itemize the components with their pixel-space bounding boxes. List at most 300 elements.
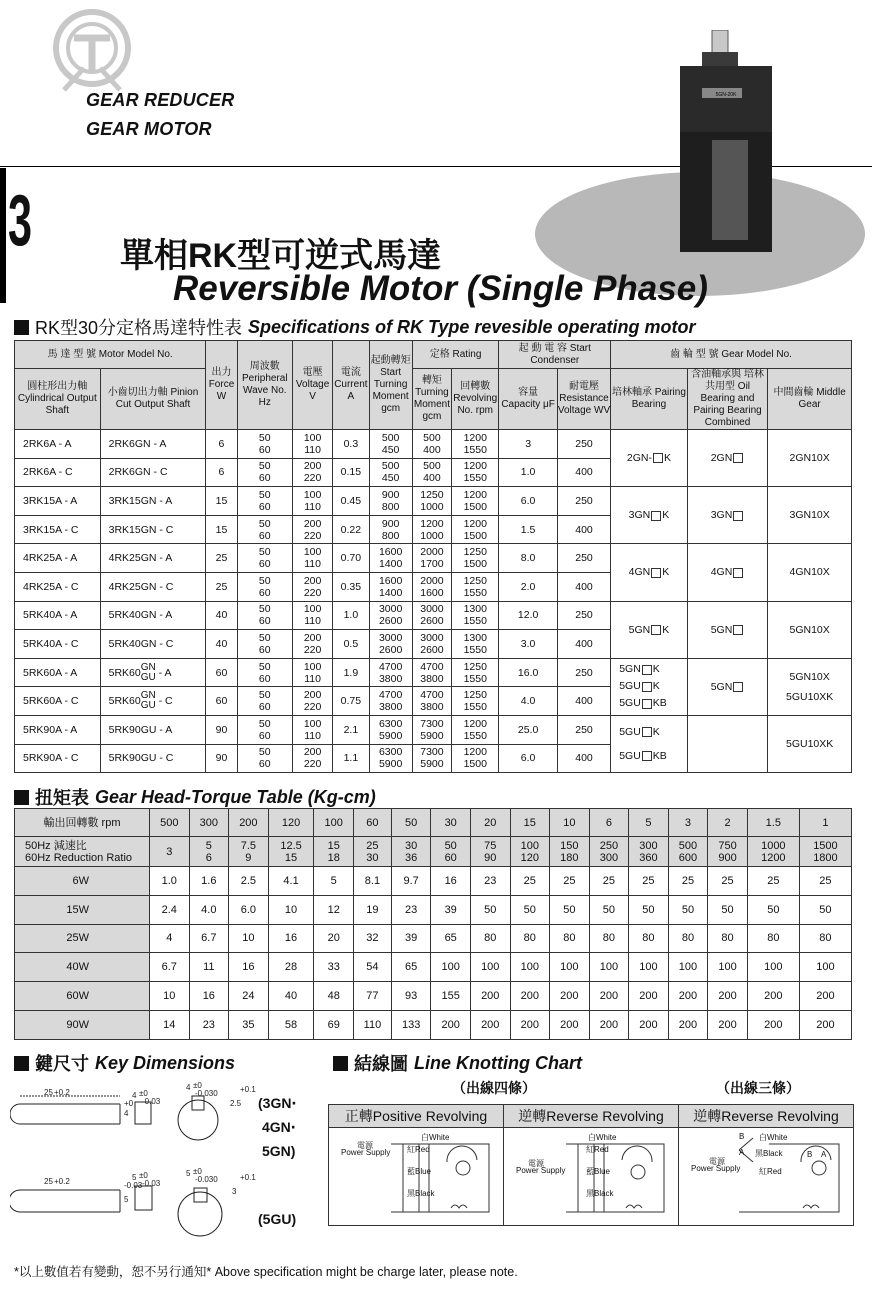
torque-value: 25	[799, 867, 851, 896]
rpm-value: 200	[229, 809, 269, 837]
torque-value: 25	[708, 867, 748, 896]
torque-value: 133	[391, 1010, 431, 1039]
torque-value: 80	[510, 924, 550, 953]
svg-text:4: 4	[132, 1091, 137, 1100]
resistance-voltage: 400	[557, 630, 610, 659]
frequency: 50 60	[237, 458, 292, 487]
oil-bearing-gear: 5GN	[687, 601, 768, 658]
rpm-value: 60	[353, 809, 391, 837]
rpm-value: 1.5	[747, 809, 799, 837]
current: 0.75	[333, 687, 369, 716]
cylindrical-model: 3RK15A - C	[15, 515, 101, 544]
voltage: 200 220	[292, 630, 332, 659]
torque-value: 100	[589, 953, 629, 982]
torque-value: 200	[510, 982, 550, 1011]
ratio-value: 300 360	[629, 837, 669, 867]
torque-row	[15, 953, 852, 982]
resistance-voltage: 400	[557, 515, 610, 544]
torque-value: 77	[353, 982, 391, 1011]
torque-value: 2.4	[150, 895, 190, 924]
footer-note: *以上數值若有變動，恕不另行通知* Above specification might be charge later, please note.	[14, 1265, 518, 1279]
start-moment: 500 450	[369, 430, 412, 459]
torque-value: 100	[747, 953, 799, 982]
torque-value: 10	[268, 895, 314, 924]
torque-value: 100	[799, 953, 851, 982]
turning-moment: 500 400	[412, 430, 451, 459]
torque-value: 25	[747, 867, 799, 896]
force: 6	[206, 430, 237, 459]
svg-text:+0.1: +0.1	[240, 1085, 256, 1094]
torque-value: 50	[708, 895, 748, 924]
torque-value: 48	[314, 982, 354, 1011]
force: 40	[206, 601, 237, 630]
voltage: 200 220	[292, 744, 332, 773]
torque-value: 200	[589, 982, 629, 1011]
middle-gear: 2GN10X	[768, 430, 852, 487]
pairing-bearing-gear: 5GN K 5GU K 5GU KB	[611, 658, 688, 715]
torque-value: 16	[268, 924, 314, 953]
capacity: 8.0	[499, 544, 557, 573]
turning-moment: 7300 5900	[412, 744, 451, 773]
rpm-value: 2	[708, 809, 748, 837]
torque-value: 80	[668, 924, 708, 953]
wiring-diagram-reverse: 電源 Power Supply 白White 紅Red 藍Blue 黑Black	[504, 1128, 679, 1225]
blank-box-icon	[651, 625, 661, 635]
rpm-value: 5	[629, 809, 669, 837]
frequency: 50 60	[237, 544, 292, 573]
pinion-model: 3RK15GN - A	[100, 487, 206, 516]
power-label: 40W	[15, 953, 150, 982]
rpm-value: 1	[799, 809, 851, 837]
oil-bearing-gear: 3GN	[687, 487, 768, 544]
torque-value: 200	[747, 982, 799, 1011]
bullet-square-icon	[14, 790, 29, 805]
torque-value: 20	[314, 924, 354, 953]
revolving-no: 1200 1550	[452, 430, 499, 459]
torque-value: 25	[629, 867, 669, 896]
gear-motor-image	[662, 30, 792, 255]
torque-value: 54	[353, 953, 391, 982]
blank-box-icon	[651, 511, 661, 521]
frequency: 50 60	[237, 658, 292, 687]
spec-row	[15, 544, 852, 573]
torque-value: 39	[391, 924, 431, 953]
turning-moment: 4700 3800	[412, 687, 451, 716]
voltage: 100 110	[292, 715, 332, 744]
svg-text:+0.1: +0.1	[240, 1173, 256, 1182]
cylindrical-model: 5RK40A - C	[15, 630, 101, 659]
revolving-no: 1200 1550	[452, 458, 499, 487]
ratio-value: 750 900	[708, 837, 748, 867]
brand-line-2: GEAR MOTOR	[86, 119, 212, 139]
force: 25	[206, 544, 237, 573]
resistance-voltage: 250	[557, 544, 610, 573]
pinion-model: 5RK60 GN GU - C	[100, 687, 206, 716]
start-moment: 500 450	[369, 458, 412, 487]
blank-box-icon	[733, 568, 743, 578]
three-wire-label: （出線三條）	[716, 1080, 800, 1096]
current: 2.1	[333, 715, 369, 744]
torque-value: 65	[431, 924, 471, 953]
torque-rpm-row	[15, 809, 852, 837]
wiring-diagram-positive: 電源 Power Supply 白White 紅Red 藍Blue 黑Black	[329, 1128, 504, 1225]
torque-value: 80	[747, 924, 799, 953]
key-section-title: 鍵尺寸 Key Dimensions	[14, 1050, 235, 1076]
positive-revolving-header: 正轉Positive Revolving	[329, 1105, 504, 1127]
blank-box-icon	[733, 625, 743, 635]
start-moment: 6300 5900	[369, 715, 412, 744]
blank-box-icon	[642, 682, 652, 692]
turning-moment: 4700 3800	[412, 658, 451, 687]
blank-box-icon	[642, 751, 652, 761]
revolving-no: 1200 1550	[452, 715, 499, 744]
torque-value: 50	[589, 895, 629, 924]
cylindrical-model: 4RK25A - A	[15, 544, 101, 573]
frequency: 50 60	[237, 430, 292, 459]
pinion-model: 5RK90GU - A	[100, 715, 206, 744]
svg-text:-0.03: -0.03	[142, 1179, 161, 1188]
cylindrical-model: 5RK40A - A	[15, 601, 101, 630]
torque-value: 12	[314, 895, 354, 924]
resistance-voltage: 250	[557, 715, 610, 744]
revolving-no: 1300 1550	[452, 630, 499, 659]
voltage: 100 110	[292, 430, 332, 459]
torque-value: 50	[470, 895, 510, 924]
torque-value: 6.7	[150, 953, 190, 982]
torque-row	[15, 982, 852, 1011]
torque-value: 9.7	[391, 867, 431, 896]
torque-value: 200	[708, 982, 748, 1011]
blank-box-icon	[642, 665, 652, 675]
torque-value: 80	[550, 924, 590, 953]
turning-moment: 2000 1600	[412, 572, 451, 601]
rpm-value: 100	[314, 809, 354, 837]
force: 60	[206, 687, 237, 716]
torque-value: 5	[314, 867, 354, 896]
torque-value: 4.0	[189, 895, 229, 924]
torque-ratio-row	[15, 837, 852, 867]
svg-text:25: 25	[44, 1177, 53, 1186]
torque-value: 6.0	[229, 895, 269, 924]
blank-box-icon	[651, 568, 661, 578]
resistance-voltage: 250	[557, 658, 610, 687]
torque-value: 100	[550, 953, 590, 982]
capacity: 3.0	[499, 630, 557, 659]
capacity: 6.0	[499, 744, 557, 773]
revolving-no: 1200 1500	[452, 487, 499, 516]
capacity: 1.5	[499, 515, 557, 544]
torque-value: 100	[431, 953, 471, 982]
torque-row	[15, 895, 852, 924]
torque-value: 65	[391, 953, 431, 982]
torque-value: 50	[510, 895, 550, 924]
pairing-bearing-gear: 3GN K	[611, 487, 688, 544]
revolving-no: 1200 1500	[452, 744, 499, 773]
torque-value: 40	[268, 982, 314, 1011]
pinion-model: 2RK6GN - A	[100, 430, 206, 459]
reverse-revolving-3wire-header: 逆轉Reverse Revolving	[693, 1108, 839, 1124]
torque-value: 16	[189, 982, 229, 1011]
torque-value: 100	[510, 953, 550, 982]
pairing-bearing-gear: 4GN K	[611, 544, 688, 601]
bullet-square-icon	[333, 1056, 348, 1071]
force: 40	[206, 630, 237, 659]
torque-value: 11	[189, 953, 229, 982]
torque-value: 25	[510, 867, 550, 896]
current: 0.45	[333, 487, 369, 516]
torque-value: 200	[550, 982, 590, 1011]
brand-line-1: GEAR REDUCER	[86, 90, 235, 110]
force: 90	[206, 715, 237, 744]
resistance-voltage: 250	[557, 487, 610, 516]
bullet-square-icon	[14, 1056, 29, 1071]
torque-value: 50	[799, 895, 851, 924]
section-number: 3	[8, 181, 33, 261]
reverse-revolving-header: 逆轉Reverse Revolving	[504, 1105, 679, 1127]
torque-value: 25	[668, 867, 708, 896]
torque-value: 1.0	[150, 867, 190, 896]
turning-moment: 3000 2600	[412, 630, 451, 659]
spec-row	[15, 601, 852, 630]
current: 1.9	[333, 658, 369, 687]
torque-value: 24	[229, 982, 269, 1011]
force: 15	[206, 515, 237, 544]
torque-value: 155	[431, 982, 471, 1011]
middle-gear: 5GU10XK	[768, 715, 852, 772]
voltage: 200 220	[292, 572, 332, 601]
power-label: 6W	[15, 867, 150, 896]
torque-value: 14	[150, 1010, 190, 1039]
torque-value: 50	[668, 895, 708, 924]
voltage: 100 110	[292, 658, 332, 687]
svg-text:+0.2: +0.2	[54, 1088, 70, 1097]
voltage: 200 220	[292, 687, 332, 716]
blank-box-icon	[733, 511, 743, 521]
torque-value: 200	[668, 1010, 708, 1039]
oil-bearing-gear: 5GN	[687, 658, 768, 715]
torque-value: 28	[268, 953, 314, 982]
svg-text:4: 4	[186, 1083, 191, 1092]
torque-value: 39	[431, 895, 471, 924]
svg-text:±0: ±0	[193, 1081, 202, 1090]
ratio-value: 3	[150, 837, 190, 867]
svg-text:-0.030: -0.030	[195, 1089, 218, 1098]
pinion-model: 4RK25GN - C	[100, 572, 206, 601]
svg-text:-0.03: -0.03	[124, 1181, 143, 1190]
capacity: 25.0	[499, 715, 557, 744]
resistance-voltage: 400	[557, 572, 610, 601]
torque-value: 110	[353, 1010, 391, 1039]
svg-text:±0: ±0	[139, 1089, 148, 1098]
voltage: 100 110	[292, 487, 332, 516]
torque-value: 16	[229, 953, 269, 982]
pinion-model: 5RK60 GN GU - A	[100, 658, 206, 687]
start-moment: 1600 1400	[369, 572, 412, 601]
torque-value: 8.1	[353, 867, 391, 896]
resistance-voltage: 400	[557, 687, 610, 716]
pairing-bearing-gear: 5GU K 5GU KB	[611, 715, 688, 772]
current: 0.70	[333, 544, 369, 573]
pinion-model: 5RK40GN - A	[100, 601, 206, 630]
rpm-value: 50	[391, 809, 431, 837]
turning-moment: 2000 1700	[412, 544, 451, 573]
rpm-value: 120	[268, 809, 314, 837]
middle-gear: 5GN10X	[768, 601, 852, 658]
frequency: 50 60	[237, 572, 292, 601]
frequency: 50 60	[237, 715, 292, 744]
torque-value: 200	[668, 982, 708, 1011]
pinion-model: 3RK15GN - C	[100, 515, 206, 544]
page-title-cn: 單相RK型可逆式馬達	[120, 237, 442, 275]
torque-value: 200	[799, 982, 851, 1011]
rpm-value: 3	[668, 809, 708, 837]
oil-bearing-gear: 2GN	[687, 430, 768, 487]
pairing-bearing-gear: 5GN K	[611, 601, 688, 658]
revolving-no: 1250 1500	[452, 544, 499, 573]
company-logo	[44, 8, 140, 98]
force: 25	[206, 572, 237, 601]
current: 0.35	[333, 572, 369, 601]
torque-value: 200	[510, 1010, 550, 1039]
torque-value: 200	[589, 1010, 629, 1039]
torque-value: 80	[589, 924, 629, 953]
page-title-en: Reversible Motor (Single Phase)	[173, 269, 708, 308]
torque-value: 58	[268, 1010, 314, 1039]
svg-text:2.5: 2.5	[230, 1099, 242, 1108]
svg-text:3: 3	[232, 1187, 237, 1196]
spec-section-title: RK型30分定格馬達特性表 Specifications of RK Type revesible operating motor	[14, 314, 695, 340]
torque-value: 100	[470, 953, 510, 982]
ratio-value: 100 120	[510, 837, 550, 867]
voltage: 100 110	[292, 544, 332, 573]
svg-text:5: 5	[124, 1195, 129, 1204]
svg-text:(3GN‧: (3GN‧	[258, 1095, 297, 1111]
cylindrical-model: 3RK15A - A	[15, 487, 101, 516]
start-moment: 1600 1400	[369, 544, 412, 573]
torque-value: 50	[747, 895, 799, 924]
ratio-value: 75 90	[470, 837, 510, 867]
pinion-model: 5RK90GU - C	[100, 744, 206, 773]
torque-value: 200	[629, 982, 669, 1011]
current: 1.0	[333, 601, 369, 630]
revolving-no: 1250 1550	[452, 572, 499, 601]
ratio-value: 5 6	[189, 837, 229, 867]
turning-moment: 1250 1000	[412, 487, 451, 516]
turning-moment: 1200 1000	[412, 515, 451, 544]
capacity: 6.0	[499, 487, 557, 516]
torque-value: 93	[391, 982, 431, 1011]
torque-value: 200	[708, 1010, 748, 1039]
torque-value: 23	[189, 1010, 229, 1039]
frequency: 50 60	[237, 487, 292, 516]
force: 15	[206, 487, 237, 516]
cylindrical-model: 5RK60A - A	[15, 658, 101, 687]
rpm-value: 500	[150, 809, 190, 837]
svg-text:-0.030: -0.030	[195, 1175, 218, 1184]
frequency: 50 60	[237, 744, 292, 773]
turning-moment: 3000 2600	[412, 601, 451, 630]
torque-value: 200	[550, 1010, 590, 1039]
torque-value: 23	[391, 895, 431, 924]
rpm-value: 30	[431, 809, 471, 837]
torque-value: 100	[708, 953, 748, 982]
torque-row	[15, 867, 852, 896]
torque-value: 200	[747, 1010, 799, 1039]
torque-value: 69	[314, 1010, 354, 1039]
torque-value: 2.5	[229, 867, 269, 896]
cylindrical-model: 5RK90A - C	[15, 744, 101, 773]
torque-value: 200	[799, 1010, 851, 1039]
ratio-value: 1500 1800	[799, 837, 851, 867]
spec-row	[15, 430, 852, 459]
oil-bearing-gear: 4GN	[687, 544, 768, 601]
torque-value: 100	[629, 953, 669, 982]
start-moment: 3000 2600	[369, 630, 412, 659]
spec-table: 馬 達 型 號 Motor Model No. 出力 Force W 周波數 Peripheral Wave No. Hz 電壓 Voltage V 電流 Current A 起動轉矩 Start Turning Moment gcm 定格 Rating 起 動 電 容 Start Condenser 齒 輪 型 號 Gear Model No. 圓柱形出力軸 Cylindrical Output Shaft 小齒切出力軸 Pinion Cut Output Shaft 轉矩 Turning Moment gcm 回轉數 Revolving No. rpm 容量 Capacity μF 耐電壓 Resistance Voltage WV 培林軸承 Pairing Bearing 含油軸承與 培林共用型 Oil Bearing and Pairing Bearing Combined 中間齒輪 Middle Gear 2RK6A - A 2RK6GN - A 6 50 60 100 110 0.3 500 450 500 400 1200 1550 3 250 2GN- K 2GN 2GN10X 2RK6A - C 2RK6GN - C 6 50 60 200 220 0.15 500 450 500 400 1200 1550 1.0 400 3RK15A - A 3RK15GN - A 15 50 60 100 110 0.45 900 800 1250 1000 1200 1500 6.0 250 3GN K 3GN 3GN10X 3RK15A - C 3RK15GN - C 15 50 60 200 220 0.22 900 800 1200 1000 1200 1500 1.5 400 4RK25A - A 4RK25GN - A 25 50 60 100 110 0.70 1600 1400 2000 1700 1250 1500 8.0 250 4GN K 4GN 4GN10X 4RK25A - C 4RK25GN - C 25 50 60 200 220 0.35 1600 1400 2000 1600 1250 1550 2.0 400 5RK40A - A 5RK40GN - A 40 50 60 100 110 1.0 3000 2600 3000 2600 1300 1550 12.0 250 5GN K 5GN 5GN10X 5RK40A - C 5RK40GN - C 40 50 60 200 220 0.5 3000 2600 3000 2600 1300 1550 3.0 400 5RK60A - A 5RK60 GN GU - A 60 50 60 100 110 1.9 4700 3800 4700 3800 1250 1550 16.0 250 5GN K 5GU K 5GU KB 5GN 5GN10X 5GU10XK 5RK60A - C 5RK60 GN GU - C 60 50 60 200 220 0.75 4700 3800 4700 3800 1250 1550 4.0 400 5RK90A - A 5RK90GU - A 90 50 60 100 110 2.1 6300 5900 7300 5900 1200 1550 25.0 250 5GU K 5GU KB 5GU10XK 5RK90A - C 5RK90GU - C 90 50 60 200 220 1.1 6300 5900 7300 5900 1200 1500 6.0 400	[14, 340, 852, 773]
current: 0.15	[333, 458, 369, 487]
torque-value: 25	[550, 867, 590, 896]
ratio-value: 50 60	[431, 837, 471, 867]
rpm-value: 15	[510, 809, 550, 837]
svg-text:4: 4	[124, 1109, 129, 1118]
section-bar	[0, 168, 6, 303]
torque-value: 200	[470, 1010, 510, 1039]
cylindrical-model: 4RK25A - C	[15, 572, 101, 601]
turning-moment: 7300 5900	[412, 715, 451, 744]
torque-table	[14, 808, 852, 1040]
current: 0.22	[333, 515, 369, 544]
blank-box-icon	[733, 453, 743, 463]
frequency: 50 60	[237, 515, 292, 544]
spec-row	[15, 487, 852, 516]
wiring-section-title: 結線圖 Line Knotting Chart	[333, 1050, 582, 1076]
force: 60	[206, 658, 237, 687]
torque-value: 19	[353, 895, 391, 924]
capacity: 16.0	[499, 658, 557, 687]
torque-value: 25	[589, 867, 629, 896]
gear-label: 5GN-20K	[715, 92, 737, 98]
svg-text:5: 5	[132, 1173, 137, 1182]
voltage: 200 220	[292, 458, 332, 487]
torque-row	[15, 924, 852, 953]
middle-gear: 5GN10X 5GU10XK	[768, 658, 852, 715]
power-label: 60W	[15, 982, 150, 1011]
ratio-value: 250 300	[589, 837, 629, 867]
cylindrical-model: 2RK6A - A	[15, 430, 101, 459]
torque-section-title: 扭矩表 Gear Head-Torque Table (Kg-cm)	[14, 784, 376, 810]
voltage: 100 110	[292, 601, 332, 630]
ratio-value: 15 18	[314, 837, 354, 867]
rpm-value: 20	[470, 809, 510, 837]
blank-box-icon	[642, 699, 652, 709]
blank-box-icon	[733, 682, 743, 692]
torque-value: 4	[150, 924, 190, 953]
capacity: 12.0	[499, 601, 557, 630]
svg-text:5: 5	[186, 1169, 191, 1178]
resistance-voltage: 400	[557, 744, 610, 773]
ratio-value: 1000 1200	[747, 837, 799, 867]
ratio-value: 30 36	[391, 837, 431, 867]
torque-value: 80	[799, 924, 851, 953]
oil-bearing-gear	[687, 715, 768, 772]
torque-value: 23	[470, 867, 510, 896]
revolving-no: 1200 1500	[452, 515, 499, 544]
power-label: 25W	[15, 924, 150, 953]
capacity: 3	[499, 430, 557, 459]
ratio-value: 500 600	[668, 837, 708, 867]
bullet-square-icon	[14, 320, 29, 335]
ratio-value: 150 180	[550, 837, 590, 867]
